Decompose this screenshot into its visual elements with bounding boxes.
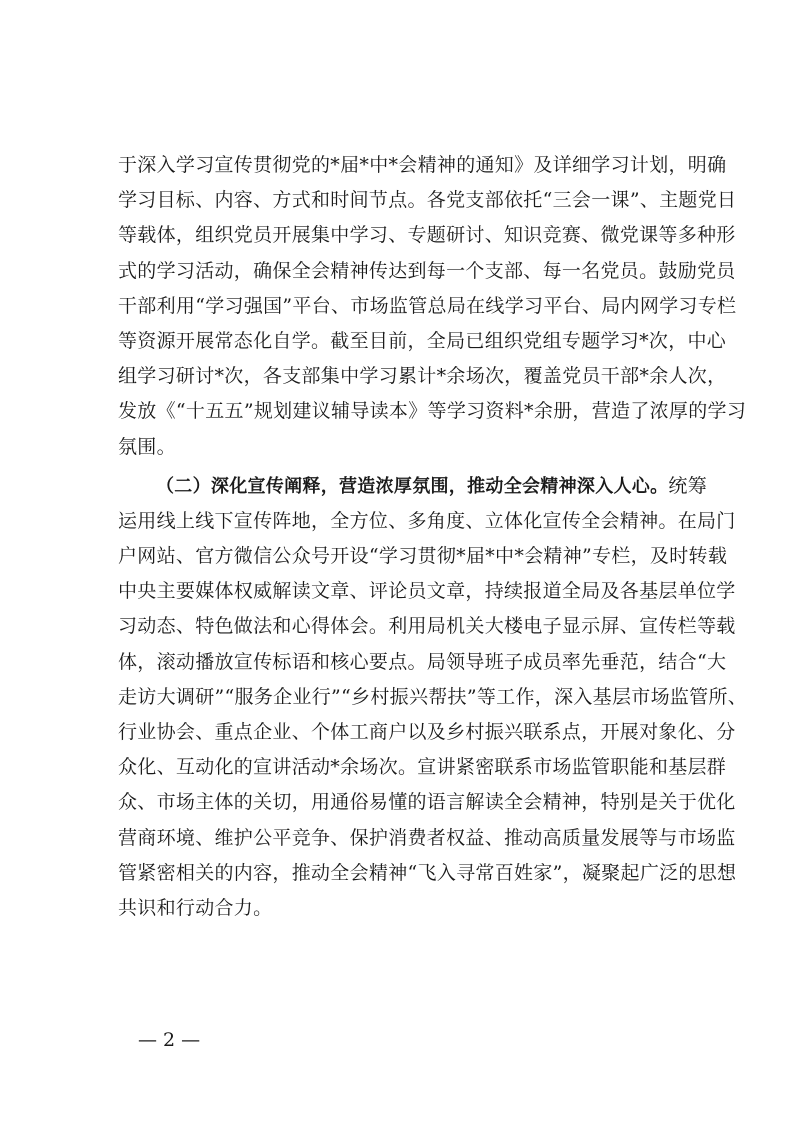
paragraph-line: 共识和行动合力。 (118, 896, 273, 919)
paragraph-line: 行业协会、重点企业、个体工商户以及乡村振兴联系点，开展对象化、分 (118, 721, 736, 743)
paragraph-1 (118, 148, 747, 465)
paragraph-line: 体，滚动播放宣传标语和核心要点。局领导班子成员率先垂范，结合“大 (118, 650, 727, 673)
paragraph-line: 学习目标、内容、方式和时间节点。各党支部依托“三会一课”、主题党日 (118, 189, 737, 212)
paragraph-line: 户网站、官方微信公众号开设“学习贯彻*届*中*会精神”专栏，及时转载 (118, 545, 728, 568)
heading-line-rest: 统筹 (668, 474, 708, 497)
paragraph-line: 中央主要媒体权威解读文章、评论员文章，持续报道全局及各基层单位学 (118, 580, 736, 603)
paragraph-line: 众化、互动化的宣讲活动*余场次。宣讲紧密联系市场监管职能和基层群 (118, 756, 727, 779)
paragraph-2 (118, 469, 748, 926)
paragraph-line: 干部利用“学习强国”平台、市场监管总局在线学习平台、局内网学习专栏 (118, 294, 737, 317)
paragraph-line: 组学习研讨*次，各支部集中学习累计*余场次，覆盖党员干部*余人次， (118, 365, 727, 388)
paragraph-line: 习动态、特色做法和心得体会。利用局机关大楼电子显示屏、宣传栏等载 (118, 615, 736, 638)
paragraph-line: 管紧密相关的内容，推动全会精神“飞入寻常百姓家”，凝聚起广泛的思想 (118, 861, 737, 884)
paragraph-heading-line (118, 469, 708, 504)
paragraph-line: 运用线上线下宣传阵地，全方位、多角度、立体化宣传全会精神。在局门 (118, 509, 736, 532)
paragraph-line: 等资源开展常态化自学。截至目前，全局已组织党组专题学习*次，中心 (118, 329, 727, 352)
paragraph-line: 营商环境、维护公平竞争、保护消费者权益、推动高质量发展等与市场监 (118, 826, 736, 849)
paragraph-line: 于深入学习宣传贯彻党的*届*中*会精神的通知》及详细学习计划，明确 (118, 154, 727, 176)
paragraph-line: 氛围。 (118, 435, 176, 458)
paragraph-line: 发放《“十五五”规划建议辅导读本》等学习资料*余册，营造了浓厚的学习 (118, 400, 747, 423)
paragraph-line: 式的学习活动，确保全会精神传达到每一个支部、每一名党员。鼓励党员 (118, 259, 736, 282)
page-number: — 2 — (138, 1029, 201, 1051)
section-heading: （二）深化宣传阐释，营造浓厚氛围，推动全会精神深入人心。 (156, 475, 669, 497)
paragraph-line: 等载体，组织党员开展集中学习、专题研讨、知识竞赛、微党课等多种形 (118, 224, 736, 247)
paragraph-line: 众、市场主体的关切，用通俗易懂的语言解读全会精神，特别是关于优化 (118, 791, 736, 814)
paragraph-line: 走访大调研”“服务企业行”“乡村振兴帮扶”等工作，深入基层市场监管所、 (118, 685, 748, 708)
document-body (118, 148, 748, 926)
